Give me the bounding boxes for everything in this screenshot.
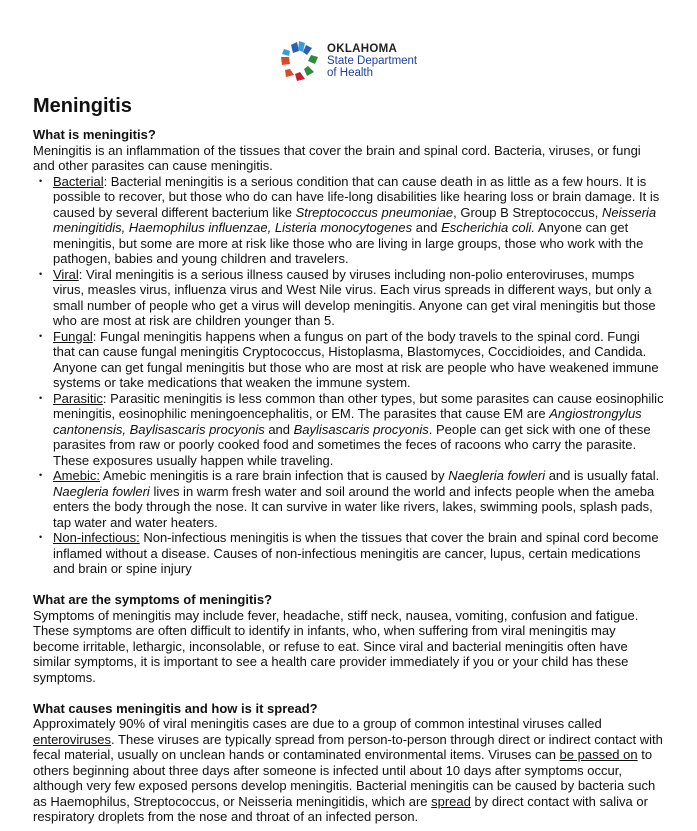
type-label-fungal: Fungal [53, 328, 93, 344]
text: lives in warm fresh water and soil around the world and infects people when the ameba enters the body through the nose. It can survive in water like rivers, lakes, swimming pools, splash pads, tap water and water heaters. [53, 483, 655, 530]
section-heading-causes: What causes meningitis and how is it spread? [33, 700, 318, 716]
text: Anyone can get meningitis, but some are more at risk like those who are living in large groups, those who work with the pathogen, babies and young children and travelers. [53, 220, 644, 266]
section-heading-symptoms: What are the symptoms of meningitis? [33, 592, 273, 607]
list-item-parasitic [53, 391, 665, 469]
section-body-symptoms: Symptoms of meningitis may include fever, headache, stiff neck, nausea, vomiting, confusion and fatigue. These symptoms are often difficult to identify in infants, who, when suffering from viral meningitis may become irritable, lethargic, inconsolable, or refuse to eat. Since viral and bacterial meningitis often have similar symptoms, it is important to see a health care provider immediately if you or your child has these symptoms. [33, 607, 639, 685]
document-body [33, 94, 665, 825]
species-name: Angiostrongylus cantonensis, Baylisascaris procyonis [53, 406, 642, 437]
text: : Fungal meningitis happens when a fungus on part of the body travels to the spinal cord. Fungi that can cause fungal meningitis Cryptococcus, Histoplasma, Blastomyces, Coccidioides, and Candida. Anyone can get fungal meningitis but those who are most at risk are people who have weakened immune systems or take medications that weaken the immune system. [53, 328, 659, 390]
list-item-fungal [53, 329, 665, 391]
text: : Parasitic meningitis is less common than other types, but some parasites can cause eosinophilic meningitis, eosinophilic meningoencephalitis, or EM. The parasites that cause EM are [53, 390, 664, 421]
logo-line-oklahoma: OKLAHOMA [327, 43, 398, 55]
species-name: Baylisascaris procyonis [293, 421, 429, 437]
text: by direct contact with saliva or respiratory droplets from the nose and throat of an infected person. [33, 793, 648, 824]
text: and [264, 421, 294, 437]
text: to others beginning about three days after someone is infected until about 10 days after symptoms occur, although very few exposed persons develop meningitis. Bacterial meningitis can be caused by bacteria such as Haemophilus, Streptococcus, or Neisseria meningitidis, which are [33, 747, 656, 809]
list-item-bacterial [53, 174, 665, 267]
species-name: Naegleria fowleri [53, 483, 150, 499]
text: , Group B Streptococcus, [453, 204, 602, 220]
text: . These viruses are typically spread from person-to-person through direct or indirect contact with fecal material, usually on unclean hands or contaminated environmental items. Viruses can [33, 731, 663, 762]
logo-line-of-health: of Health [327, 67, 374, 79]
text: : Viral meningitis is a serious illness caused by viruses including non-polio enteroviruses, mumps virus, measles virus, influenza virus and West Nile virus. Each virus spreads in different ways, but only a small number of people who get a virus will develop meningitis. Anyone can get viral meningitis but those who are most at risk are children younger than 5. [53, 266, 656, 328]
health-department-logo [277, 39, 417, 83]
type-label-bacterial: Bacterial [53, 173, 104, 189]
type-label-viral: Viral [53, 266, 79, 282]
species-name: Naegleria fowleri [448, 468, 546, 483]
page-title: Meningitis [33, 95, 132, 117]
oklahoma-star-logo-icon [277, 39, 321, 83]
section-body-causes [33, 716, 665, 825]
underlined-term-spread: spread [431, 793, 471, 809]
section-body-what-is: Meningitis is an inflammation of the tissues that cover the brain and spinal cord. Bacteria, viruses, or fungi and other parasites can cause meningitis. [33, 142, 641, 173]
text: . People can get sick with one of these parasites from raw or poorly cooked food and sometimes the feces of racoons who carry the parasite. These exposures usually happen while traveling. [53, 421, 651, 468]
underlined-term-be-passed-on: be passed on [559, 747, 638, 762]
text: : Bacterial meningitis is a serious condition that can cause death in as little as a few hours. It is possible to recover, but those who do can have life-long disabilities like hearing loss or brain damage. It is caused by several different bacterium like [53, 173, 660, 220]
species-name: Neisseria meningitidis, Haemophilus influenzae, Listeria monocytogenes [53, 204, 657, 235]
meningitis-types-list [33, 174, 665, 577]
underlined-term-enteroviruses: enteroviruses [33, 731, 112, 747]
type-label-amebic: Amebic: [53, 468, 100, 483]
text: and is usually fatal. [545, 468, 660, 483]
species-name: Escherichia coli. [441, 220, 536, 235]
type-label-parasitic: Parasitic [53, 390, 103, 406]
list-item-amebic [53, 468, 665, 530]
list-item-viral [53, 267, 665, 329]
list-item-non-infectious [53, 530, 665, 577]
text: Amebic meningitis is a rare brain infection that is caused by [99, 468, 449, 483]
section-heading-what-is: What is meningitis? [33, 127, 156, 142]
text: and [412, 220, 442, 235]
text: Approximately 90% of viral meningitis cases are due to a group of common intestinal viruses called [33, 716, 602, 731]
species-name: Streptococcus pneumoniae [295, 204, 454, 220]
logo-line-state-department: State Department [327, 55, 418, 67]
type-label-non-infectious: Non-infectious: [53, 530, 140, 545]
text: Non-infectious meningitis is when the tissues that cover the brain and spinal cord become inflamed without a disease. Causes of non-infectious meningitis are cancer, lupus, certain medications and brain or spine injury [53, 530, 659, 576]
